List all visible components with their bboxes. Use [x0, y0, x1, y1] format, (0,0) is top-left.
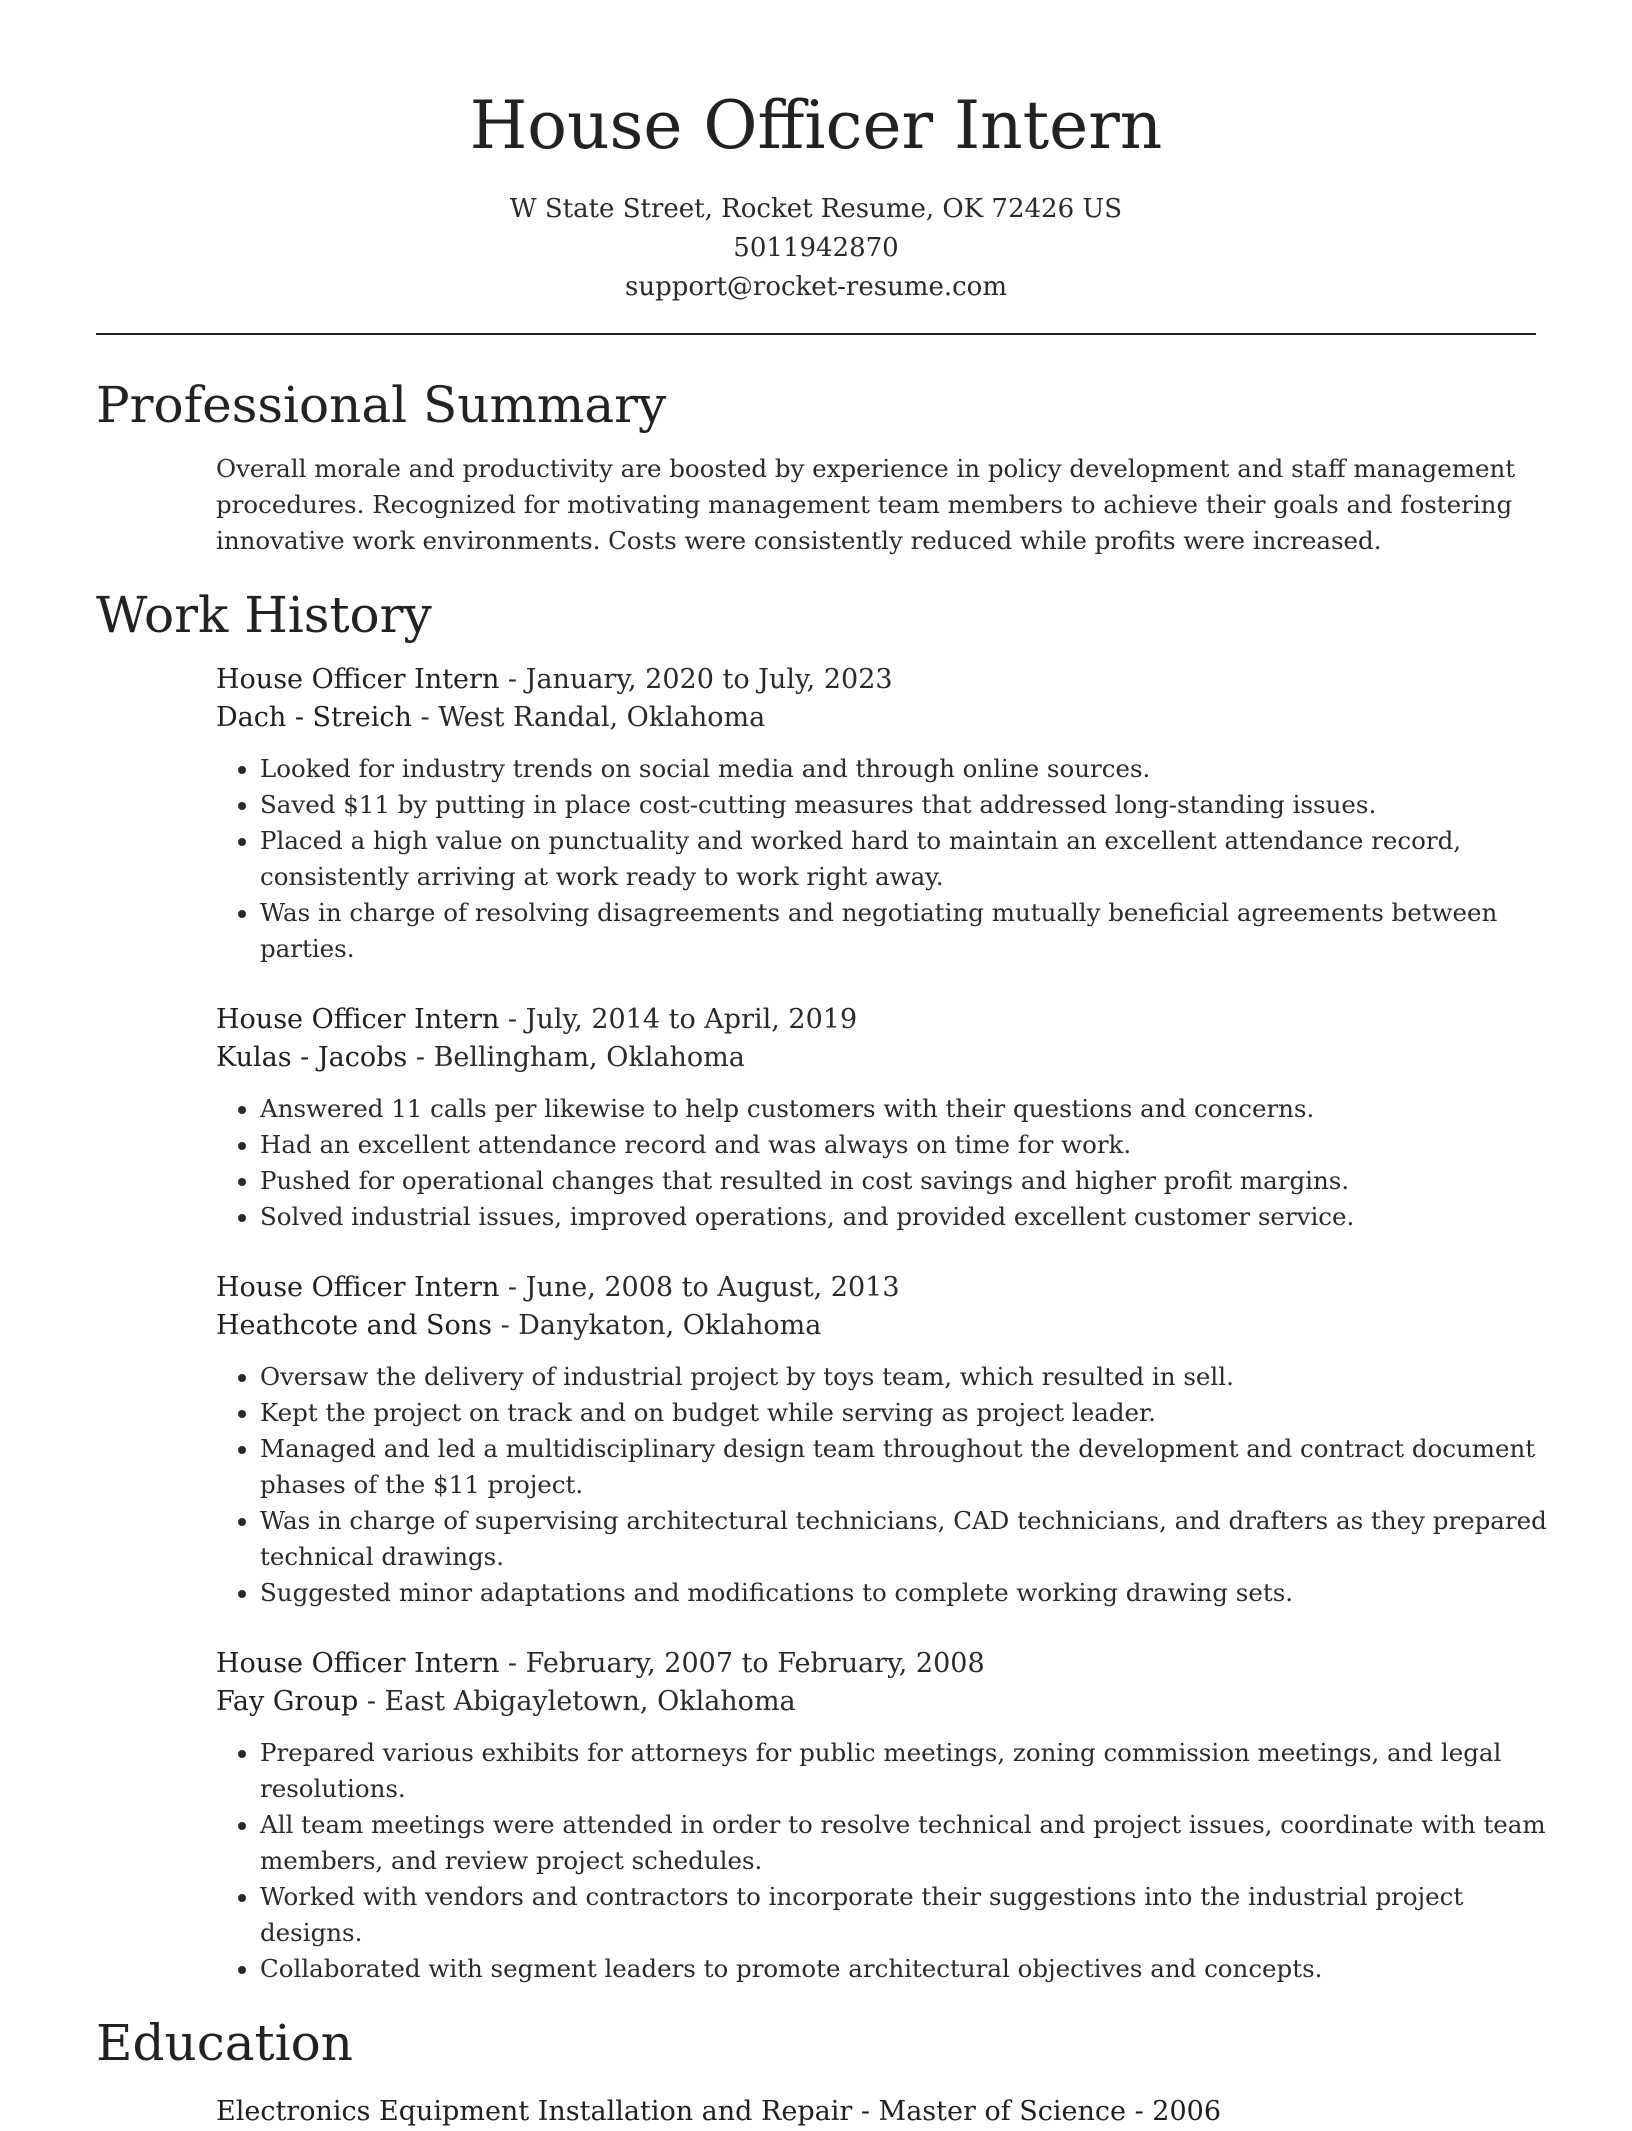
job-bullet: • Answered 11 calls per likewise to help customers with their questions and concerns.	[260, 1091, 1556, 1127]
job-bullet: • Looked for industry trends on social media and through online sources.	[260, 751, 1556, 787]
job-bullet: • Solved industrial issues, improved operations, and provided excellent customer service.	[260, 1199, 1556, 1235]
job-title: House Officer Intern	[216, 1272, 500, 1303]
job-company-line	[216, 699, 1536, 737]
education-entry	[216, 2093, 1536, 2131]
job-bullet: • Suggested minor adaptations and modifications to complete working drawing sets.	[260, 1575, 1556, 1611]
job-entry	[216, 1001, 1536, 1235]
header-divider	[96, 333, 1536, 335]
job-title-line	[216, 661, 1536, 699]
job-company: Heathcote and Sons	[216, 1310, 492, 1341]
job-location: - Danykaton, Oklahoma	[492, 1310, 822, 1341]
job-bullets	[216, 1091, 1556, 1235]
job-bullet: • Pushed for operational changes that resulted in cost savings and higher profit margins.	[260, 1163, 1556, 1199]
job-bullet: • Collaborated with segment leaders to promote architectural objectives and concepts.	[260, 1951, 1556, 1987]
job-dates: - January, 2020 to July, 2023	[499, 664, 893, 695]
contact-block	[96, 190, 1536, 307]
job-bullet: • Was in charge of supervising architectural technicians, CAD technicians, and drafters as they prepared technical drawings.	[260, 1503, 1556, 1575]
job-dates: - February, 2007 to February, 2008	[499, 1648, 985, 1679]
job-bullets	[216, 751, 1556, 967]
job-company: Fay Group	[216, 1686, 359, 1717]
job-dates: - July, 2014 to April, 2019	[499, 1004, 858, 1035]
job-bullet: • Saved $11 by putting in place cost-cutting measures that addressed long-standing issues.	[260, 787, 1556, 823]
job-location: - West Randal, Oklahoma	[411, 702, 766, 733]
contact-phone: 5011942870	[733, 233, 899, 263]
summary-heading: Professional Summary	[96, 376, 667, 434]
job-title-line	[216, 1269, 1536, 1307]
education-section	[96, 2011, 1536, 2131]
summary-section	[96, 373, 1536, 559]
job-title: House Officer Intern	[216, 1648, 500, 1679]
resume-page	[96, 0, 1547, 2131]
job-bullets	[216, 1735, 1556, 1987]
job-bullet: • Placed a high value on punctuality and worked hard to maintain an excellent attendance record, consistently arriving at work ready to work right away.	[260, 823, 1556, 895]
job-entry	[216, 661, 1536, 967]
job-bullet: • Had an excellent attendance record and was always on time for work.	[260, 1127, 1556, 1163]
job-bullet: • All team meetings were attended in order to resolve technical and project issues, coordinate with team members, and review project schedules.	[260, 1807, 1556, 1879]
job-entry	[216, 1269, 1547, 1611]
job-bullet: • Was in charge of resolving disagreements and negotiating mutually beneficial agreements between parties.	[260, 895, 1556, 967]
job-location: - East Abigayletown, Oklahoma	[358, 1686, 796, 1717]
job-title: House Officer Intern	[216, 664, 500, 695]
resume-header	[96, 0, 1536, 307]
job-dates: - June, 2008 to August, 2013	[499, 1272, 900, 1303]
summary-text: Overall morale and productivity are boosted by experience in policy development and staff management procedures. Recognized for motivating management team members to achieve their goals and fostering innovative work environments. Costs were consistently reduced while profits were increased.	[216, 454, 1516, 555]
job-bullets	[216, 1359, 1556, 1611]
job-bullet: • Kept the project on track and on budget while serving as project leader.	[260, 1395, 1556, 1431]
job-company-line	[216, 1683, 1536, 1721]
job-title-line	[216, 1001, 1536, 1039]
candidate-name: House Officer Intern	[469, 87, 1163, 164]
job-title-line	[216, 1645, 1536, 1683]
job-entry	[216, 1645, 1546, 1987]
education-degree-line: Electronics Equipment Installation and Repair - Master of Science - 2006	[216, 2096, 1222, 2127]
job-bullet: • Worked with vendors and contractors to incorporate their suggestions into the industrial project designs.	[260, 1879, 1556, 1951]
work-history-section	[96, 583, 1547, 1987]
contact-address: W State Street, Rocket Resume, OK 72426 US	[509, 194, 1123, 224]
job-company: Dach - Streich	[216, 702, 412, 733]
job-title: House Officer Intern	[216, 1004, 500, 1035]
job-location: - Bellingham, Oklahoma	[407, 1042, 745, 1073]
contact-email: support@rocket-resume.com	[624, 272, 1007, 302]
job-company: Kulas - Jacobs	[216, 1042, 408, 1073]
job-bullet: • Managed and led a multidisciplinary design team throughout the development and contract document phases of the $11 project.	[260, 1431, 1556, 1503]
job-bullet: • Oversaw the delivery of industrial project by toys team, which resulted in sell.	[260, 1359, 1556, 1395]
work-history-heading: Work History	[96, 586, 432, 644]
job-company-line	[216, 1039, 1536, 1077]
job-bullet: • Prepared various exhibits for attorneys for public meetings, zoning commission meetings, and legal resolutions.	[260, 1735, 1556, 1807]
job-company-line	[216, 1307, 1536, 1345]
education-heading: Education	[96, 2014, 353, 2072]
